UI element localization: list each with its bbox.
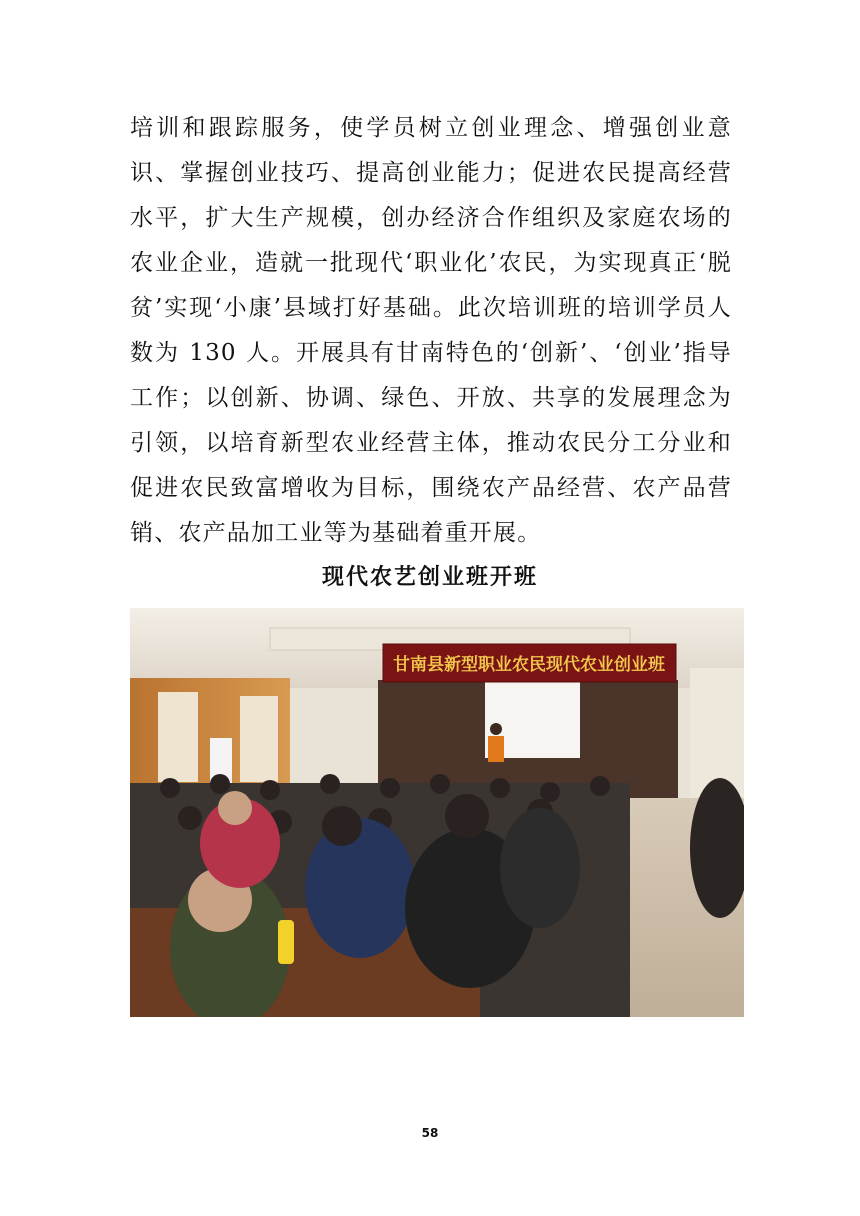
figure-caption: 现代农艺创业班开班 xyxy=(321,565,538,590)
page-number: 58 xyxy=(421,1126,439,1140)
banner-text: 甘南县新型职业农民现代农业创业班 xyxy=(393,655,665,675)
training-class-photo xyxy=(130,608,744,1017)
body-paragraph: 培训和跟踪服务，使学员树立创业理念、增强创业意识、掌握创业技巧、提高创业能力；促进农民提高经营水平，扩大生产规模，创办经济合作组织及家庭农场的农业企业，造就一批现代‘职业化’农民，为实现真正‘脱贫’实现‘小康’县域打好基础。此次培训班的培训学员人数为 130 人。开展具有甘南特色的‘创新’、‘创业’指导工作；以创新、协调、绿色、开放、共享的发展理念为引领，以培育新型农业经营主体，推动农民分工分业和促进农民致富增收为目标，围绕农产品经营、农产品营销、农产品加工业等为基础着重开展。 xyxy=(130,115,732,546)
